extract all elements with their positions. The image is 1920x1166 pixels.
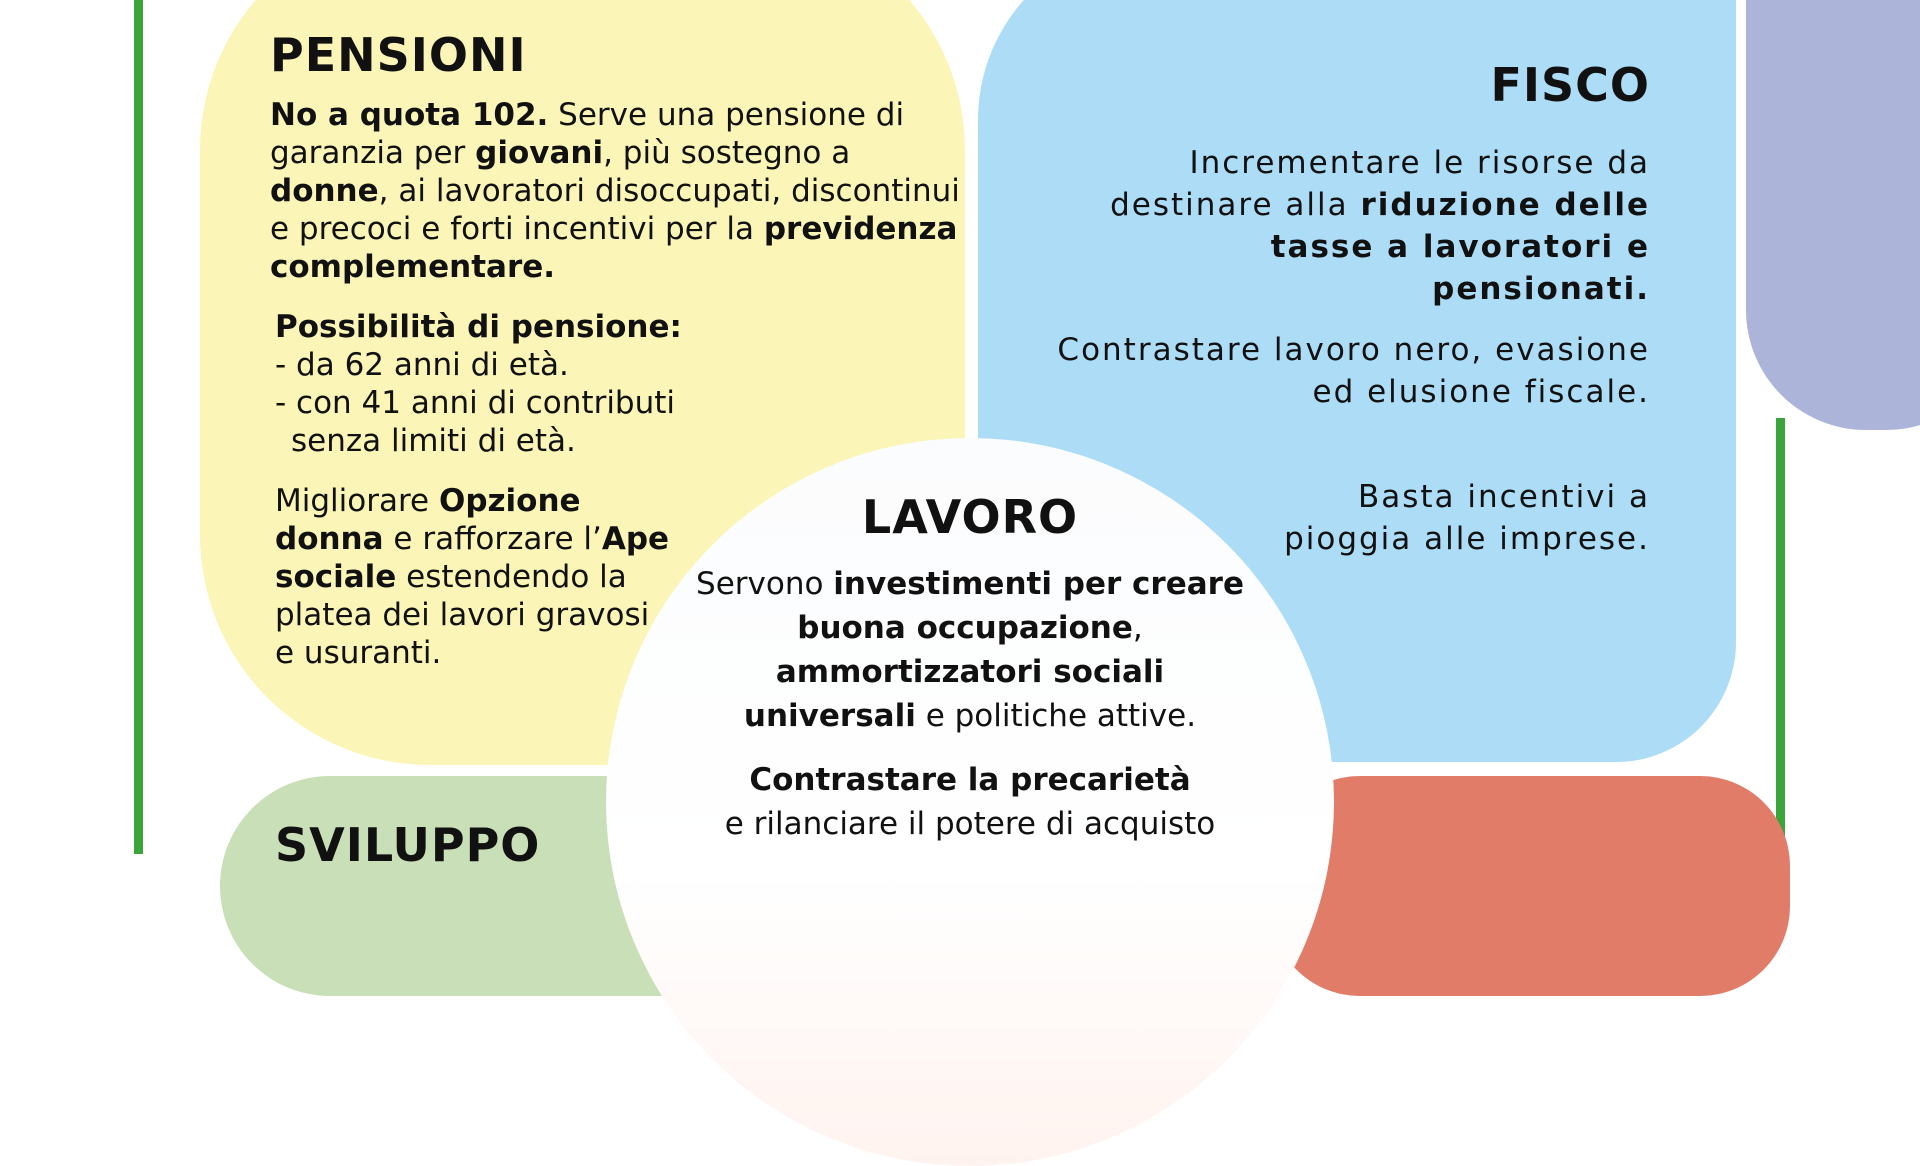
fisco-paragraph-2: Contrastare lavoro nero, evasione ed elusione fiscale.	[1057, 332, 1650, 410]
sviluppo-title: SVILUPPO	[275, 818, 541, 872]
lavoro-paragraph-2: Contrastare la precarietà e rilanciare il potere di acquisto	[724, 762, 1216, 842]
lavoro-title: LAVORO	[861, 490, 1079, 544]
pensioni-line: senza limiti di età.	[291, 423, 576, 459]
fisco-paragraph-3: Basta incentivi a pioggia alle imprese.	[1284, 479, 1650, 557]
pensioni-paragraph-3: Migliorare Opzione donna e rafforzare l’Ape sociale estendendo la platea dei lavori gravosi e usuranti.	[275, 483, 670, 671]
lavender-panel	[1746, 0, 1920, 430]
pensioni-paragraph-1: No a quota 102. Serve una pensione di garanzia per giovani, più sostegno a donne, ai lavoratori disoccupati, discontinui e precoci e forti incentivi per la previdenza complementare.	[270, 97, 960, 285]
lavoro-paragraph-1: Servono investimenti per creare buona occupazione, ammortizzatori sociali universali e politiche attive.	[696, 566, 1244, 734]
pensioni-line: - con 41 anni di contributi	[275, 385, 676, 421]
fisco-title: FISCO	[1490, 58, 1650, 112]
pensioni-heading: Possibilità di pensione:	[275, 309, 682, 345]
pensioni-paragraph-2	[275, 308, 925, 460]
fisco-paragraph-1: Incrementare le risorse da destinare alla riduzione delle tasse a lavoratori e pensionati.	[1110, 145, 1650, 307]
pensioni-line: - da 62 anni di età.	[275, 347, 569, 383]
pensioni-title: PENSIONI	[270, 28, 527, 82]
